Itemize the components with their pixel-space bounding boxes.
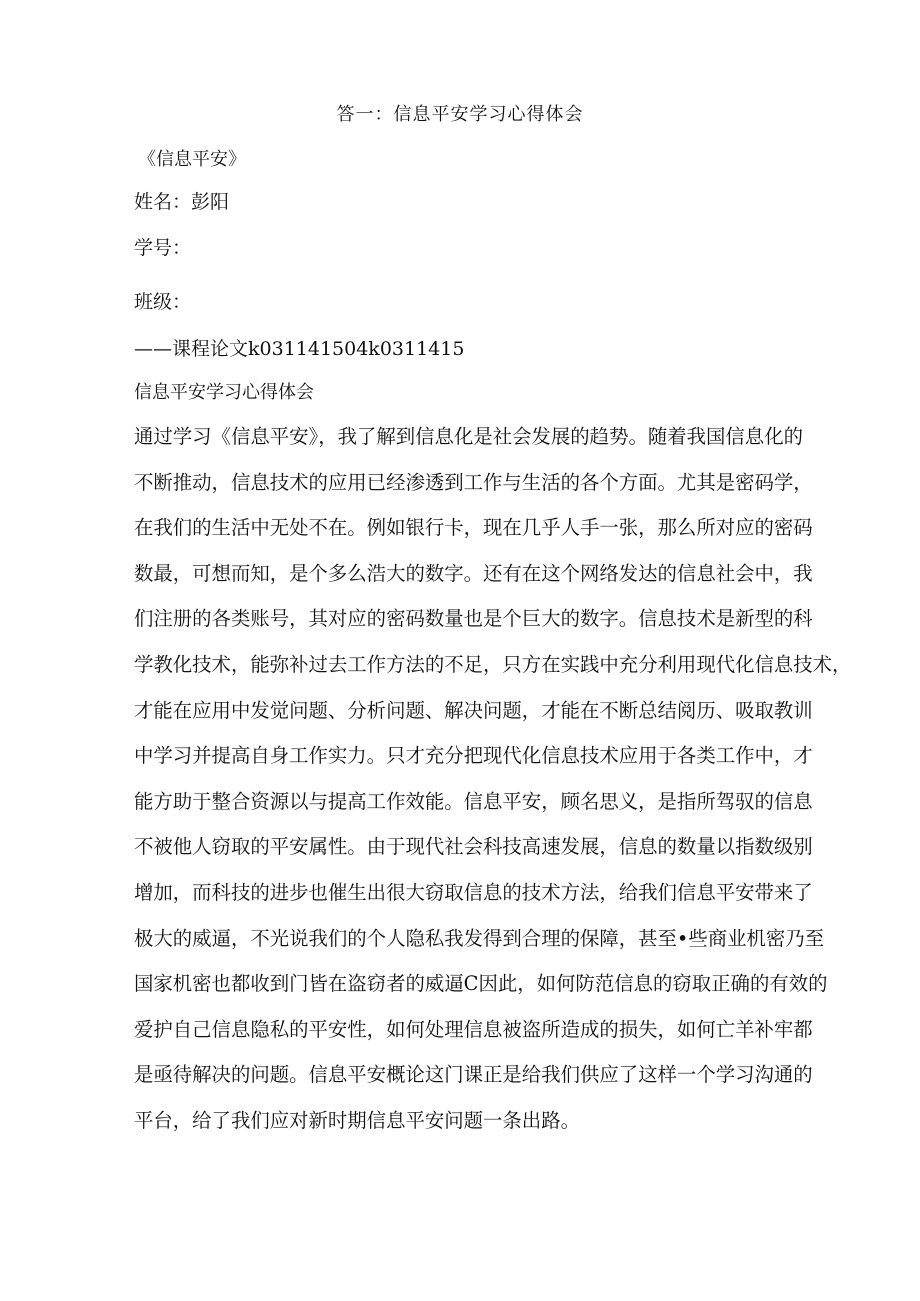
student-id-line: 学号： bbox=[134, 237, 192, 259]
body-line: 是亟待解决的问题。信息平安概论这门课正是给我们供应了这样一个学习沟通的 bbox=[134, 1063, 813, 1087]
body-paragraph bbox=[134, 424, 852, 1154]
body-line: 学教化技术，能弥补过去工作方法的不足，只方在实践中充分利用现代化信息技术， bbox=[134, 652, 852, 676]
body-line: 不被他人窃取的平安属性。由于现代社会科技高速发展，信息的数量以指数级别 bbox=[134, 835, 813, 859]
body-line: 平台，给了我们应对新时期信息平安问题一条出路。 bbox=[134, 1108, 580, 1132]
body-line: 能方助于整合资源以与提高工作效能。信息平安，顾名思义，是指所驾驭的信息 bbox=[134, 789, 813, 813]
document-title: 答一：信息平安学习心得体会 bbox=[336, 104, 584, 125]
body-line: 们注册的各类账号，其对应的密码数量也是个巨大的数字。信息技术是新型的科 bbox=[134, 607, 813, 631]
body-line: 在我们的生活中无处不在。例如银行卡，现在几乎人手一张，那么所对应的密码 bbox=[134, 516, 813, 540]
body-line: 不断推动，信息技术的应用已经渗透到工作与生活的各个方面。尤其是密码学， bbox=[134, 470, 813, 494]
body-line: 国家机密也都收到门皆在盗窃者的威逼C因此，如何防范信息的窃取正确的有效的 bbox=[134, 972, 828, 996]
course-paper-line: ——课程论文k031141504k0311415 bbox=[134, 338, 465, 360]
body-line: 爱护自己信息隐私的平安性，如何处理信息被盗所造成的损失，如何亡羊补牢都 bbox=[134, 1017, 813, 1041]
subject-line: 《信息平安》 bbox=[138, 149, 246, 170]
section-heading: 信息平安学习心得体会 bbox=[134, 382, 314, 403]
body-line: 数最，可想而知，是个多么浩大的数字。还有在这个网络发达的信息社会中，我 bbox=[134, 561, 813, 585]
body-line: 才能在应用中发觉问题、分析问题、解决问题，才能在不断总结阅历、吸取教训 bbox=[134, 698, 813, 722]
body-line: 极大的威逼，不光说我们的个人隐私我发得到合理的保障，甚至•些商业机密乃至 bbox=[134, 926, 825, 950]
name-line: 姓名：彭阳 bbox=[134, 191, 230, 213]
body-line: 中学习并提高自身工作实力。只才充分把现代化信息技术应用于各类工作中，才 bbox=[134, 744, 813, 768]
class-line: 班级： bbox=[134, 291, 192, 313]
body-line: 通过学习《信息平安》，我了解到信息化是社会发展的趋势。随着我国信息化的 bbox=[134, 425, 803, 448]
body-line: 增加，而科技的进步也催生出很大窃取信息的技术方法，给我们信息平安带来了 bbox=[134, 880, 813, 904]
